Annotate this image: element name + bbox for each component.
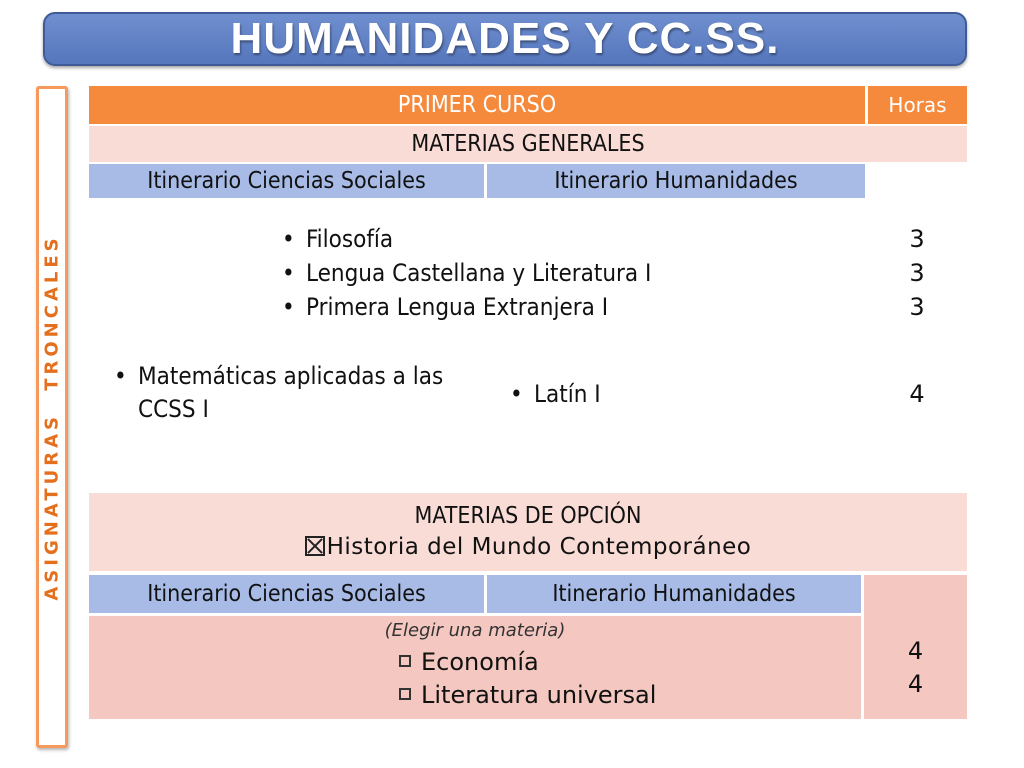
- checked-box-icon: [305, 536, 325, 556]
- list-item: • Lengua Castellana y Literatura I: [276, 256, 651, 290]
- itinerary-social-label: Itinerario Ciencias Sociales: [147, 168, 426, 194]
- general-subjects-heading: [89, 126, 967, 162]
- square-bullet-icon: [399, 655, 411, 667]
- option-itinerary-humanities-header: [487, 575, 861, 613]
- choose-instruction: (Elegir una materia): [384, 620, 566, 641]
- general-subjects-heading-label: MATERIAS GENERALES: [411, 131, 645, 157]
- common-subjects-list: [276, 222, 651, 324]
- option-subjects-block: [89, 493, 967, 571]
- list-item: • Filosofía: [276, 222, 651, 256]
- social-subject-list: [108, 360, 478, 426]
- history-subject: [89, 531, 967, 563]
- course-header-label: PRIMER CURSO: [397, 92, 557, 118]
- humanities-subject-list: [504, 378, 601, 411]
- itinerary-social-header: [89, 164, 484, 198]
- option-itinerary-social-header: [89, 575, 484, 613]
- itinerary-humanities-header: [487, 164, 865, 198]
- list-item: • Latín I: [504, 378, 601, 411]
- option-subjects-heading: MATERIAS DE OPCIÓN: [414, 503, 642, 529]
- common-hours: [900, 222, 934, 324]
- itinerary-hours: 4: [909, 380, 925, 408]
- option-hours-cell: [864, 575, 967, 719]
- list-item: • Matemáticas aplicadas a las CCSS I: [108, 360, 478, 426]
- course-header: [89, 86, 865, 124]
- hours-value: 3: [909, 293, 925, 321]
- list-item: Literatura universal: [399, 679, 656, 712]
- option-itinerary-humanities-label: Itinerario Humanidades: [552, 581, 796, 607]
- hours-value: 4: [907, 637, 924, 665]
- hours-header: [868, 86, 967, 124]
- title-banner: [43, 12, 967, 66]
- hours-value: 4: [907, 670, 924, 698]
- history-subject-label: Historia del Mundo Contemporáneo: [326, 534, 752, 560]
- list-item: Economía: [399, 646, 656, 679]
- option-choices-block: [89, 616, 861, 719]
- option-itinerary-social-label: Itinerario Ciencias Sociales: [147, 581, 426, 607]
- side-label: ASIGNATURAS TRONCALES: [41, 233, 63, 601]
- itinerary-humanities-label: Itinerario Humanidades: [554, 168, 798, 194]
- list-item: • Primera Lengua Extranjera I: [276, 290, 651, 324]
- side-label-box: [36, 86, 68, 748]
- hours-header-label: Horas: [888, 93, 947, 117]
- hours-value: 3: [909, 225, 925, 253]
- page-title: HUMANIDADES Y CC.SS.: [230, 14, 780, 63]
- choice-list: [399, 646, 656, 712]
- square-bullet-icon: [399, 688, 411, 700]
- hours-value: 3: [909, 259, 925, 287]
